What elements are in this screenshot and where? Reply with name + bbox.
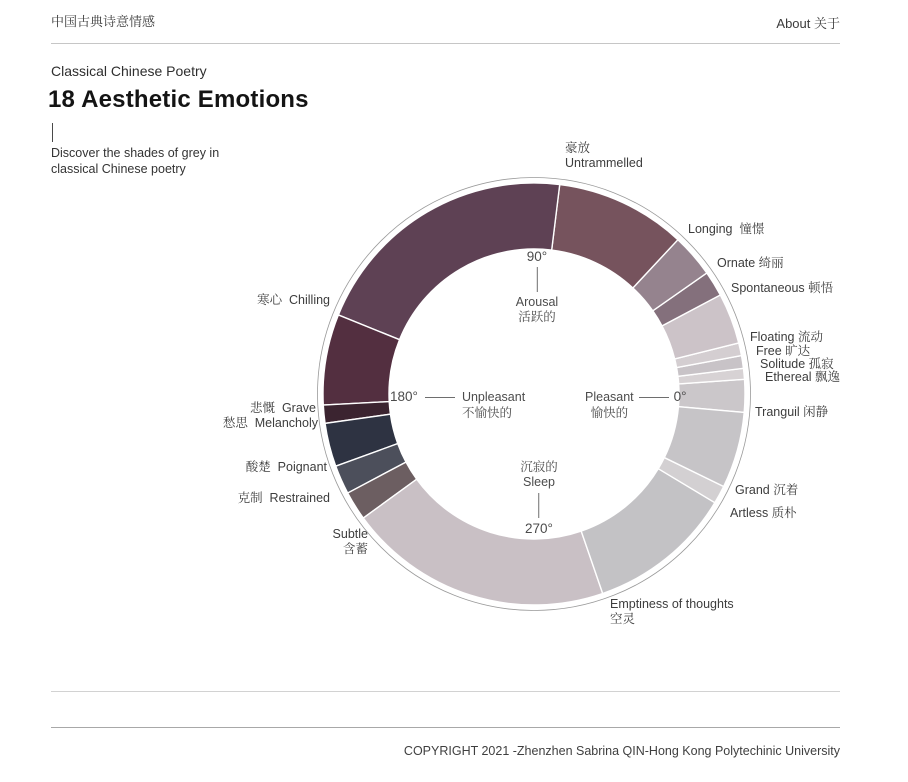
label-melancholy-line: 愁思 Melancholy	[222, 416, 318, 430]
description-line-1: Discover the shades of grey in	[51, 146, 220, 160]
axis-unpleasant-zh: 不愉快的	[461, 406, 512, 420]
axis-180-tickline	[425, 397, 455, 398]
label-untrammelled-line: Untrammelled	[565, 155, 643, 170]
label-grand	[735, 483, 798, 498]
axis-270-label: 270°	[525, 521, 553, 536]
label-emptiness-line: Emptiness of thoughts	[610, 597, 734, 611]
axis-pleasant	[585, 389, 687, 421]
axis-sleep-zh: 沉寂的	[520, 460, 558, 474]
label-spontaneous-line: Spontaneous 顿悟	[731, 281, 834, 295]
axis-0-tickline	[639, 397, 669, 398]
label-tranguil-line: Tranguil 闲静	[755, 405, 829, 419]
label-melancholy	[223, 416, 318, 431]
label-floating-line: Floating 流动	[750, 330, 823, 344]
label-ornate-line: Ornate 绮丽	[717, 256, 784, 270]
label-ethereal	[765, 370, 840, 385]
axis-sleep	[520, 460, 558, 536]
axis-sleep-en: Sleep	[523, 475, 555, 489]
label-restrained-line: 克制 Restrained	[237, 491, 330, 505]
site-title: 中国古典诗意情感	[51, 14, 156, 29]
label-tranguil	[755, 405, 828, 420]
label-artless	[730, 506, 797, 521]
label-free-line: Free 旷达	[756, 344, 811, 358]
label-grand-line: Grand 沉着	[735, 483, 799, 497]
label-solitude	[760, 357, 834, 372]
label-untrammelled	[565, 141, 643, 170]
label-floating	[750, 330, 823, 345]
label-longing-line: Longing 憧憬	[688, 222, 765, 236]
axis-270-tickline	[538, 493, 539, 518]
label-spontaneous	[731, 281, 833, 296]
label-subtle	[333, 527, 368, 556]
label-solitude-line: Solitude 孤寂	[760, 357, 834, 371]
copyright-text: COPYRIGHT 2021 -Zhenzhen Sabrina QIN-Hong Kong Polytechinic University	[403, 744, 840, 758]
axis-90-label: 90°	[526, 249, 548, 264]
about-link[interactable]: About 关于	[776, 16, 840, 31]
axis-90-tickline	[536, 267, 537, 292]
page-title: 18 Aesthetic Emotions	[48, 86, 309, 113]
axis-arousal-zh: 活跃的	[518, 310, 556, 324]
footer-divider-2	[51, 727, 840, 728]
label-poignant	[246, 460, 327, 475]
axis-arousal-en: Arousal	[515, 295, 559, 309]
label-ethereal-line: Ethereal 飘逸	[765, 370, 841, 384]
label-free	[756, 344, 810, 359]
label-chilling-line: 寒心 Chilling	[257, 293, 330, 307]
label-restrained	[238, 491, 330, 506]
label-emptiness-line: 空灵	[610, 611, 636, 626]
label-subtle-line: Subtle	[332, 527, 368, 541]
label-ornate	[717, 256, 784, 271]
axis-unpleasant-en: Unpleasant	[461, 390, 526, 404]
label-untrammelled-line: 豪放	[565, 141, 591, 155]
label-emptiness	[610, 597, 734, 626]
label-poignant-line: 酸楚 Poignant	[245, 460, 327, 474]
axis-unpleasant	[390, 389, 525, 421]
segment-subtle[interactable]	[363, 479, 602, 605]
footer-divider-1	[51, 691, 840, 692]
label-longing	[688, 222, 764, 237]
kicker: Classical Chinese Poetry	[51, 63, 207, 79]
axis-pleasant-en: Pleasant	[585, 390, 634, 404]
label-artless-line: Artless 质朴	[730, 506, 797, 520]
description-line-2: classical Chinese poetry	[51, 162, 186, 176]
label-grave	[250, 401, 316, 416]
label-grave-line: 悲慨 Grave	[250, 401, 316, 415]
axis-arousal	[516, 249, 558, 325]
label-chilling	[257, 293, 330, 308]
axis-0-label: 0°	[673, 389, 687, 404]
axis-pleasant-zh: 愉快的	[590, 406, 629, 420]
axis-180-label: 180°	[390, 389, 418, 404]
label-subtle-line: 含蓄	[342, 541, 368, 556]
